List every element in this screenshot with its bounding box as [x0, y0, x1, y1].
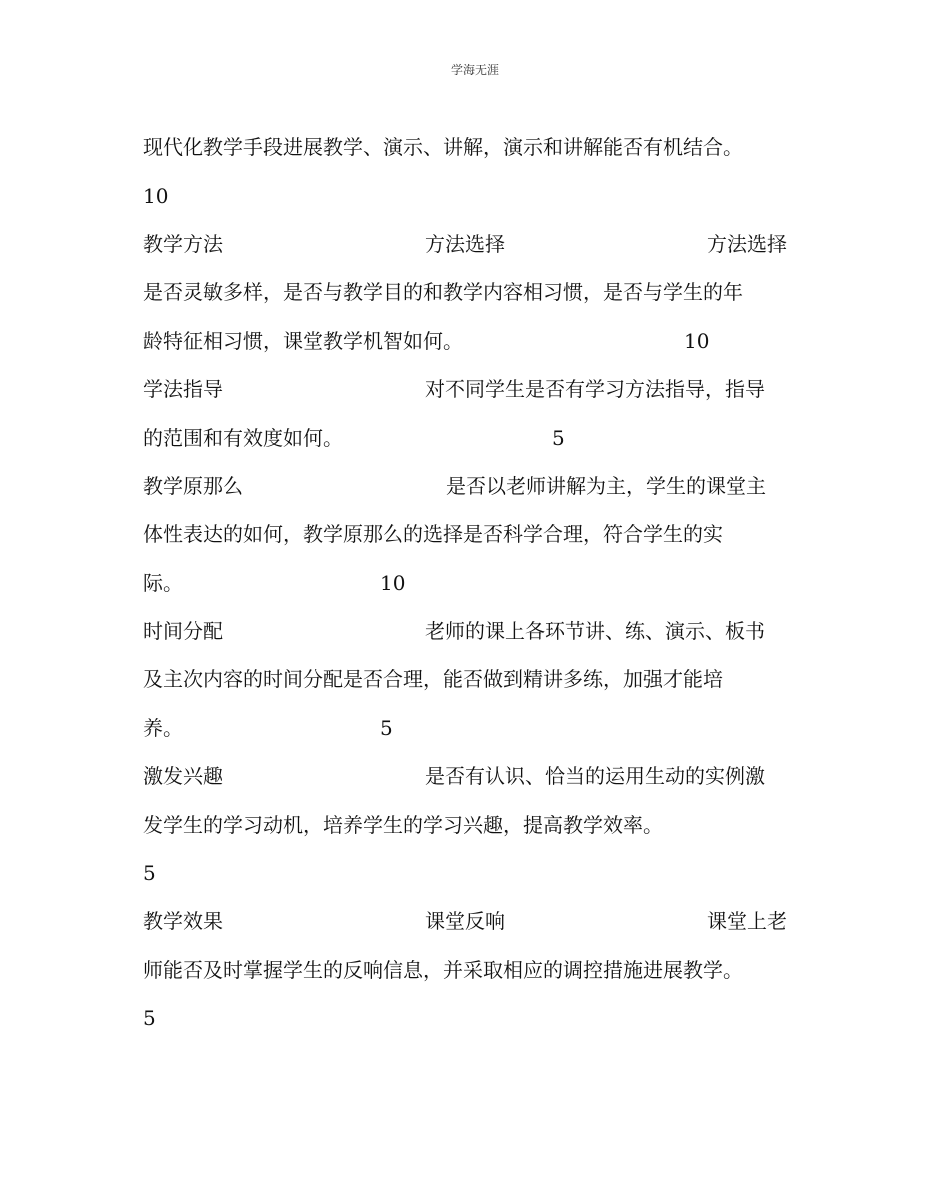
- text-line: 师能否及时掌握学生的反响信息，并采取相应的调控措施进展教学。: [143, 958, 743, 982]
- text-line: 及主次内容的时间分配是否合理，能否做到精讲多练，加强才能培: [143, 667, 723, 691]
- score-line: 5: [143, 861, 156, 885]
- page-header: 学海无涯: [450, 63, 499, 77]
- text-segment: 龄特征相习惯，课堂教学机智如何。: [143, 329, 463, 353]
- criteria-title: 教学效果: [143, 909, 223, 933]
- score-value: 10: [380, 571, 406, 595]
- criteria-desc: 是否以老师讲解为主，学生的课堂主: [446, 474, 766, 498]
- text-segment: 养。: [143, 716, 183, 740]
- text-line: 发学生的学习动机，培养学生的学习兴趣，提高教学效率。: [143, 813, 663, 837]
- criteria-title: 时间分配: [143, 619, 223, 643]
- text-line: 是否灵敏多样，是否与教学目的和教学内容相习惯，是否与学生的年: [143, 280, 743, 304]
- text-segment: 际。: [143, 571, 183, 595]
- text-line: 体性表达的如何，教学原那么的选择是否科学合理，符合学生的实: [143, 522, 723, 546]
- criteria-title: 学法指导: [143, 377, 223, 401]
- text-segment: 的范围和有效度如何。: [143, 426, 343, 450]
- score-value: 5: [552, 426, 565, 450]
- criteria-title: 教学原那么: [143, 474, 243, 498]
- criteria-item-desc: 方法选择: [707, 232, 787, 256]
- criteria-desc: 老师的课上各环节讲、练、演示、板书: [425, 619, 765, 643]
- criteria-item: 方法选择: [425, 232, 505, 256]
- criteria-desc: 是否有认识、恰当的运用生动的实例激: [425, 764, 765, 788]
- criteria-item-desc: 课堂上老: [707, 909, 787, 933]
- score-line: 10: [143, 184, 169, 208]
- score-line: 5: [143, 1006, 156, 1030]
- score-value: 5: [380, 716, 393, 740]
- criteria-item: 课堂反响: [425, 909, 505, 933]
- criteria-title: 教学方法: [143, 232, 223, 256]
- criteria-title: 激发兴趣: [143, 764, 223, 788]
- criteria-desc: 对不同学生是否有学习方法指导，指导: [425, 377, 765, 401]
- score-value: 10: [684, 329, 710, 353]
- text-line: 现代化教学手段进展教学、演示、讲解，演示和讲解能否有机结合。: [143, 135, 743, 159]
